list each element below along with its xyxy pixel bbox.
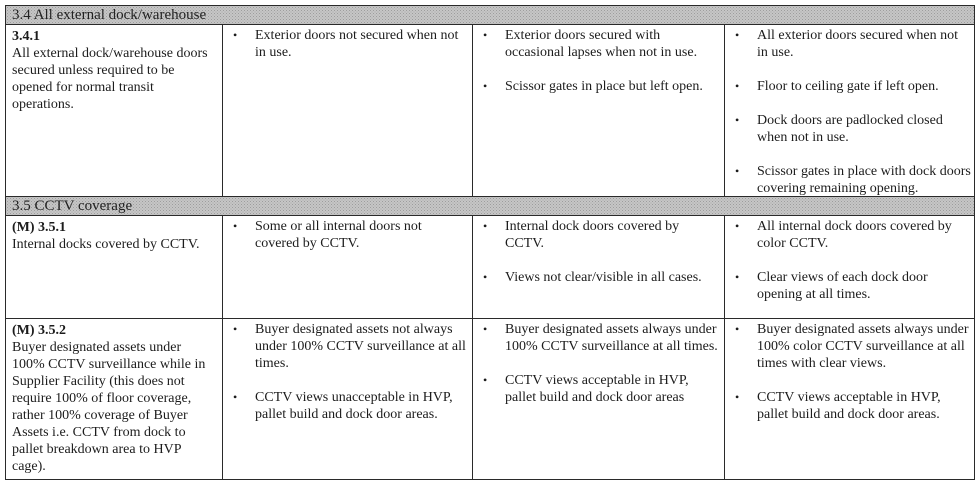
bullet-list [725, 216, 976, 303]
bullet-icon: • [483, 270, 488, 284]
requirement-cell [6, 25, 222, 196]
requirement-cell [6, 216, 222, 318]
bullet-list [473, 25, 724, 95]
bullet-list [725, 319, 976, 423]
criteria-cell-low [222, 216, 472, 318]
bullet-icon: • [233, 219, 238, 233]
bullet-icon: • [735, 270, 740, 284]
bullet-list [725, 25, 976, 197]
list-item: • Clear views of each dock door opening at all times. [735, 270, 928, 302]
bullet-icon: • [735, 28, 740, 42]
requirement-text: Buyer designated assets under 100% CCTV surveillance while in Supplier Facility (this does not require 100% of floor coverage, rather 100% coverage of Buyer Assets i.e. CCTV from dock to pallet breakdown area to HVP cage). [12, 340, 206, 474]
bullet-list [223, 25, 472, 61]
list-item: • Buyer designated assets always under 100% color CCTV surveillance at all times with clear views. [735, 322, 969, 371]
bullet-icon: • [233, 390, 238, 404]
list-item: • Views not clear/visible in all cases. [483, 270, 702, 285]
list-item: • CCTV views unacceptable in HVP, pallet build and dock door areas. [233, 390, 453, 422]
criteria-cell-mid [472, 319, 724, 479]
bullet-icon: • [735, 113, 740, 127]
requirement-id: (M) 3.5.2 [12, 323, 67, 338]
list-item: • Some or all internal doors not covered by CCTV. [233, 219, 422, 251]
table-row-3-4-1 [6, 25, 974, 197]
criteria-cell-high [724, 319, 976, 479]
list-item: • Exterior doors secured with occasional lapses when not in use. [483, 28, 698, 60]
list-item: • Scissor gates in place but left open. [483, 79, 703, 94]
list-item: • Internal dock doors covered by CCTV. [483, 219, 680, 251]
criteria-cell-high [724, 25, 976, 196]
table-row-3-5-2 [6, 319, 974, 479]
list-item: • Buyer designated assets not always under 100% CCTV surveillance at all times. [233, 322, 466, 371]
bullet-icon: • [735, 79, 740, 93]
list-item: • All exterior doors secured when not in use. [735, 28, 958, 60]
section-header-3-5: 3.5 CCTV coverage [6, 197, 974, 216]
requirement-cell [6, 319, 222, 479]
bullet-list [473, 319, 724, 406]
criteria-cell-mid [472, 25, 724, 196]
bullet-icon: • [735, 164, 740, 178]
section-header-3-4: 3.4 All external dock/warehouse [6, 6, 974, 25]
bullet-list [223, 319, 472, 423]
list-item: • Exterior doors not secured when not in use. [233, 28, 459, 60]
list-item: • Dock doors are padlocked closed when not in use. [735, 113, 943, 145]
bullet-icon: • [735, 322, 740, 336]
bullet-icon: • [483, 79, 488, 93]
criteria-cell-high [724, 216, 976, 318]
requirement-id: 3.4.1 [12, 29, 40, 44]
table-row-3-5-1 [6, 216, 974, 319]
bullet-list [473, 216, 724, 286]
list-item: • CCTV views acceptable in HVP, pallet build and dock door areas. [735, 390, 941, 422]
requirements-table [5, 5, 975, 480]
bullet-icon: • [483, 373, 488, 387]
bullet-icon: • [735, 219, 740, 233]
bullet-icon: • [233, 322, 238, 336]
list-item: • All internal dock doors covered by color CCTV. [735, 219, 952, 251]
bullet-icon: • [483, 219, 488, 233]
list-item: • Scissor gates in place with dock doors covering remaining opening. [735, 164, 971, 196]
bullet-icon: • [233, 28, 238, 42]
list-item: • Buyer designated assets always under 100% CCTV surveillance at all times. [483, 322, 718, 354]
requirement-text: Internal docks covered by CCTV. [12, 237, 200, 252]
requirement-id: (M) 3.5.1 [12, 220, 67, 235]
bullet-icon: • [735, 390, 740, 404]
bullet-icon: • [483, 28, 488, 42]
list-item: • CCTV views acceptable in HVP, pallet build and dock door areas [483, 373, 689, 405]
list-item: • Floor to ceiling gate if left open. [735, 79, 939, 94]
criteria-cell-low [222, 25, 472, 196]
criteria-cell-mid [472, 216, 724, 318]
criteria-cell-low [222, 319, 472, 479]
bullet-list [223, 216, 472, 252]
bullet-icon: • [483, 322, 488, 336]
requirement-text: All external dock/warehouse doors secured unless required to be opened for normal transit operations. [12, 46, 208, 112]
